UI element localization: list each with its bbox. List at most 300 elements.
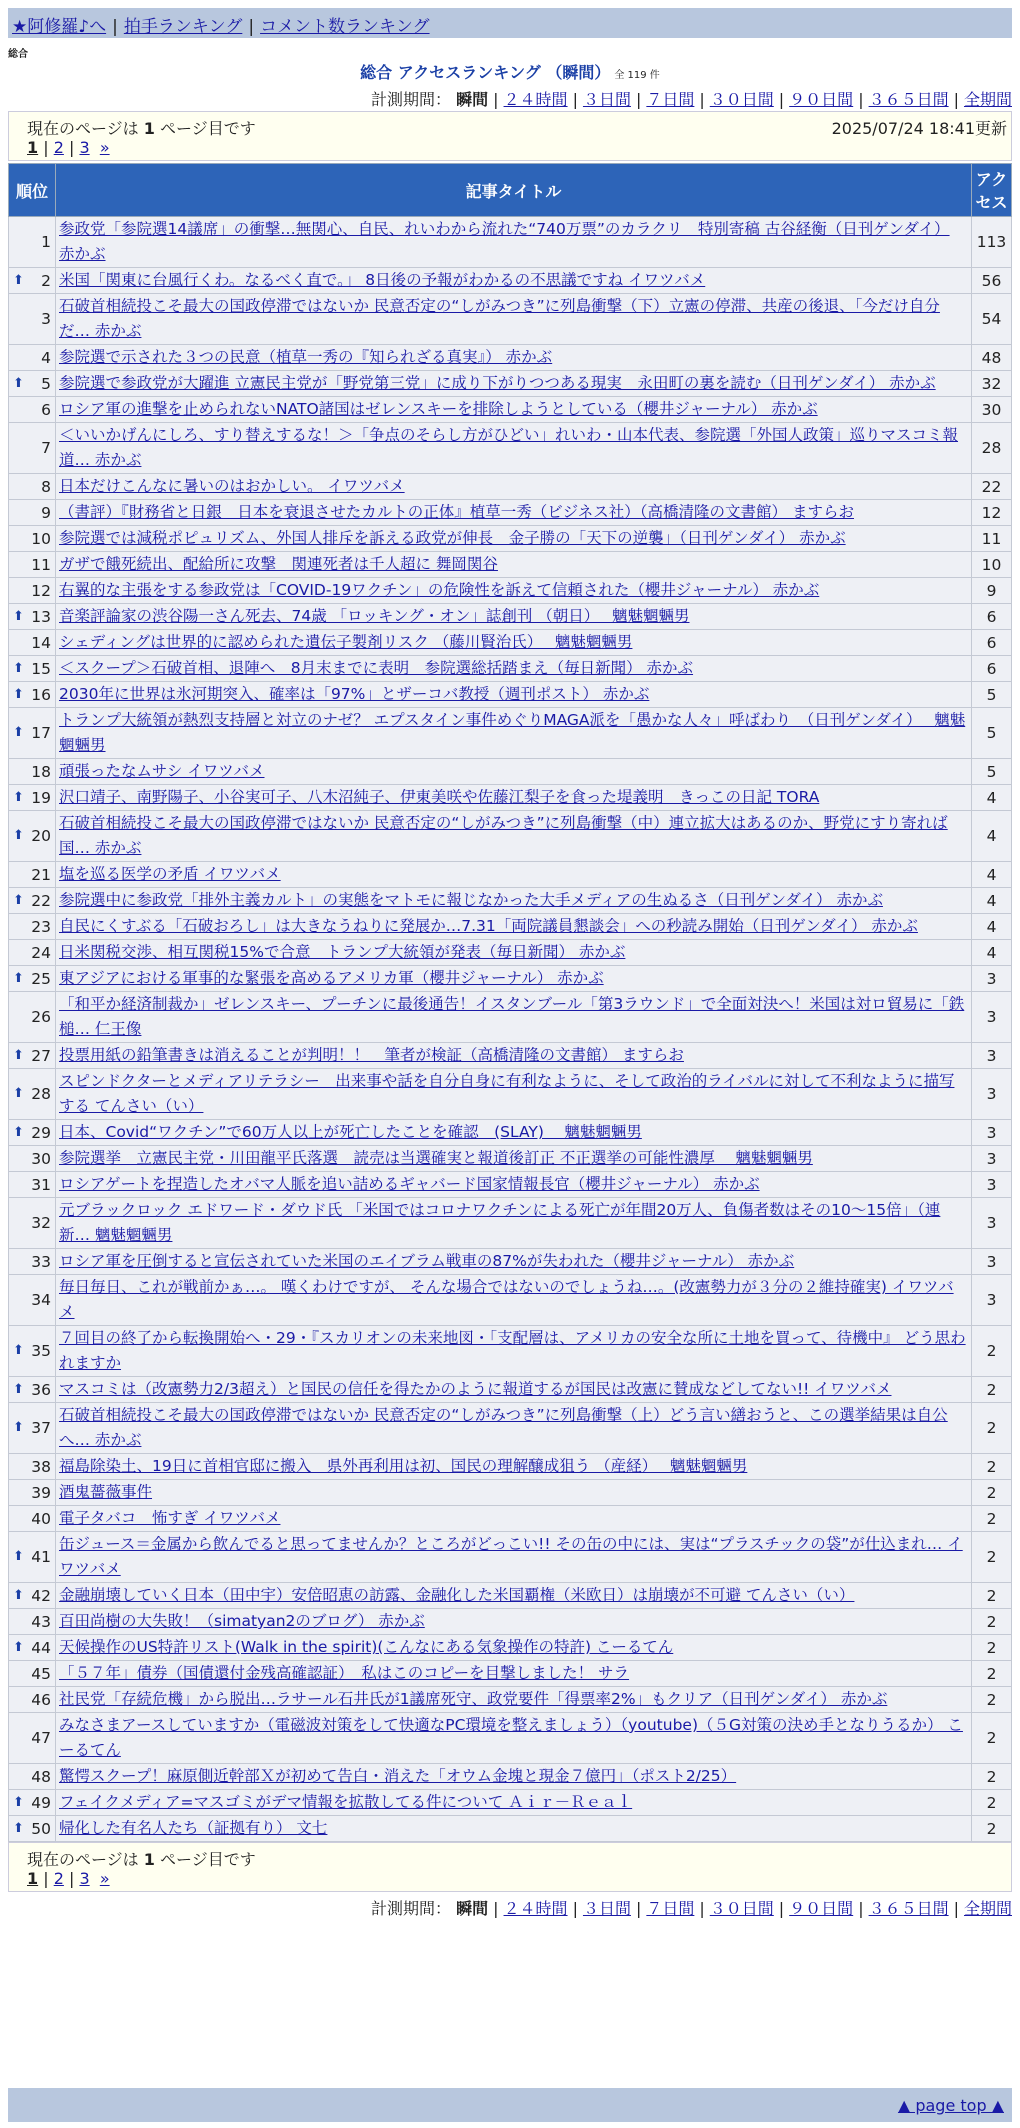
- article-title-link[interactable]: シェディングは世界的に認められた遺伝子製剤リスク （藤川賢治氏） 魑魅魍魎男: [59, 633, 633, 651]
- title-cell: [56, 914, 972, 940]
- title-cell: [56, 992, 972, 1043]
- title-cell: [56, 785, 972, 811]
- rank-up-arrow-icon: ⬆: [13, 1124, 24, 1140]
- rank-up-arrow-icon: ⬆: [13, 686, 24, 702]
- rank-up-arrow-icon: ⬆: [13, 1549, 24, 1564]
- article-title-link[interactable]: 日米関税交渉、相互関税15%で合意 トランプ大統領が発表（毎日新聞） 赤かぶ: [59, 943, 626, 961]
- article-title-link[interactable]: 驚愕スクープ！麻原側近幹部Ｘが初めて告白・消えた「オウム金塊と現金７億円」（ポスト2/25）: [59, 1767, 737, 1785]
- title-cell: [56, 682, 972, 708]
- access-count: 2: [972, 1661, 1012, 1687]
- article-title-link[interactable]: トランプ大統領が熱烈支持層と対立のナゼ？ エプスタイン事件めぐりMAGA派を「愚かな人々」呼ばわり （日刊ゲンダイ） 魑魅魍魎男: [59, 711, 966, 754]
- nav-separator: |: [248, 17, 255, 37]
- table-row: [9, 1661, 1012, 1687]
- rank-number: 24: [31, 943, 51, 962]
- table-row: [9, 708, 1012, 759]
- rank-number: 39: [31, 1483, 51, 1502]
- period-link-3d[interactable]: ３日間: [582, 90, 631, 109]
- access-count: 2: [972, 1609, 1012, 1635]
- rank-cell: [9, 682, 56, 708]
- title-cell: [56, 888, 972, 914]
- access-count: 3: [972, 966, 1012, 992]
- access-count: 54: [972, 294, 1012, 345]
- rank-cell: [9, 604, 56, 630]
- rank-number: 35: [31, 1342, 51, 1360]
- rank-number: 31: [31, 1175, 51, 1194]
- access-count: 28: [972, 423, 1012, 474]
- rank-up-arrow-icon: ⬆: [13, 1794, 24, 1810]
- rank-number: 19: [31, 788, 51, 807]
- table-row: [9, 500, 1012, 526]
- table-row: [9, 1609, 1012, 1635]
- next-page-link[interactable]: »: [99, 138, 110, 157]
- rank-number: 27: [31, 1046, 51, 1065]
- rank-cell: [9, 1661, 56, 1687]
- access-count: 4: [972, 940, 1012, 966]
- article-title-link[interactable]: （書評）『財務省と日銀 日本を衰退させたカルトの正体』植草一秀（ビジネス社）（高橋清隆の文書館） ますらお: [59, 503, 854, 521]
- article-title-link[interactable]: 毎日毎日、これが戦前かぁ…。 嘆くわけですが、 そんな場合ではないのでしょうね…。(改憲勢力が３分の２維持確実) イワツバメ: [59, 1278, 954, 1321]
- rank-number: 34: [31, 1291, 51, 1309]
- title-cell: [56, 1249, 972, 1275]
- table-row: [9, 656, 1012, 682]
- access-count: 3: [972, 992, 1012, 1043]
- rank-number: 2: [41, 271, 51, 290]
- rank-cell: [9, 1506, 56, 1532]
- title-cell: [56, 1198, 972, 1249]
- title-cell: [56, 1326, 972, 1377]
- comment-ranking-link[interactable]: コメント数ランキング: [260, 17, 430, 37]
- access-count: 2: [972, 1790, 1012, 1816]
- title-cell: [56, 1403, 972, 1454]
- rank-up-arrow-icon: ⬆: [13, 608, 24, 624]
- rank-cell: [9, 1764, 56, 1790]
- rank-number: 4: [41, 348, 51, 367]
- rank-cell: [9, 862, 56, 888]
- table-row: [9, 1790, 1012, 1816]
- rank-number: 32: [31, 1214, 51, 1232]
- rank-cell: [9, 526, 56, 552]
- footer-bar: [8, 2088, 1012, 2122]
- title-cell: [56, 1454, 972, 1480]
- page-2-link[interactable]: 2: [53, 138, 64, 157]
- table-row: [9, 940, 1012, 966]
- article-title-link[interactable]: 社民党「存続危機」から脱出…ラサール石井氏が1議席死守、政党要件「得票率2%」もクリア（日刊ゲンダイ） 赤かぶ: [59, 1690, 888, 1708]
- access-count: 32: [972, 371, 1012, 397]
- title-cell: [56, 1172, 972, 1198]
- article-title-link[interactable]: 電子タバコ 怖すぎ イワツバメ: [59, 1509, 281, 1527]
- page-1-current: 1: [27, 1869, 39, 1888]
- rank-cell: [9, 1275, 56, 1326]
- article-title-link[interactable]: 金融崩壊していく日本（田中宇）安倍昭恵の訪露、金融化した米国覇権（米欧日）は崩壊が不可避 てんさい（い）: [59, 1586, 855, 1604]
- rank-up-arrow-icon: ⬆: [13, 789, 24, 805]
- table-row: [9, 1713, 1012, 1764]
- table-row: [9, 371, 1012, 397]
- table-row: [9, 397, 1012, 423]
- table-row: [9, 1480, 1012, 1506]
- title-cell: [56, 371, 972, 397]
- article-title-link[interactable]: 音楽評論家の渋谷陽一さん死去、74歳 「ロッキング・オン」誌創刊 （朝日） 魑魅魍魎男: [59, 607, 690, 625]
- access-count: 3: [972, 1198, 1012, 1249]
- table-row: [9, 811, 1012, 862]
- rank-cell: [9, 1687, 56, 1713]
- article-title-link[interactable]: 福島除染土、19日に首相官邸に搬入 県外再利用は初、国民の理解醸成狙う （産経） 魑魅魍魎男: [59, 1457, 748, 1475]
- table-row: [9, 1687, 1012, 1713]
- rank-number: 37: [31, 1419, 51, 1437]
- clap-ranking-link[interactable]: 拍手ランキング: [123, 17, 243, 37]
- pager-bottom: [8, 1842, 1012, 1892]
- article-title-link[interactable]: 参院選中に参政党「排外主義カルト」の実態をマトモに報じなかった大手メディアの生ぬるさ（日刊ゲンダイ） 赤かぶ: [59, 891, 883, 909]
- rank-cell: [9, 966, 56, 992]
- total-count: 全 119 件: [614, 70, 660, 81]
- rank-cell: [9, 1069, 56, 1120]
- rank-cell: [9, 474, 56, 500]
- period-selector-bottom: 計測期間： 瞬間 | ２４時間 | ３日間 | ７日間 | ３０日間 | ９０日間 | ３６５日間 | 全期間: [371, 1899, 1012, 1918]
- access-count: 2: [972, 1532, 1012, 1583]
- rank-cell: [9, 940, 56, 966]
- access-count: 6: [972, 604, 1012, 630]
- rank-number: 41: [31, 1548, 51, 1566]
- period-link-3d[interactable]: ３日間: [582, 1899, 631, 1918]
- title-cell: [56, 966, 972, 992]
- rank-cell: [9, 371, 56, 397]
- article-title-link[interactable]: 参政党「参院選14議席」の衝撃…無関心、自民、れいわから流れた“740万票”のカラクリ 特別寄稿 古谷経衡（日刊ゲンダイ） 赤かぶ: [59, 220, 950, 263]
- table-row: [9, 992, 1012, 1043]
- rank-number: 46: [31, 1690, 51, 1709]
- rank-number: 50: [31, 1819, 51, 1838]
- table-row: [9, 682, 1012, 708]
- article-title-link[interactable]: 石破首相続投こそ最大の国政停滞ではないか 民意否定の“しがみつき”に列島衝撃（中）連立拡大はあるのか、野党にすり寄れば国… 赤かぶ: [59, 814, 948, 857]
- rank-number: 7: [41, 439, 51, 457]
- home-link[interactable]: ★阿修羅♪へ: [12, 17, 107, 37]
- access-count: 4: [972, 888, 1012, 914]
- access-count: 4: [972, 914, 1012, 940]
- article-title-link[interactable]: ７回目の終了から転換開始へ・29・『スカリオンの未来地図・「支配層は、アメリカの安全な所に土地を買って、待機中』 どう思われますか: [59, 1329, 966, 1372]
- table-row: [9, 888, 1012, 914]
- breadcrumb: 総合: [8, 49, 28, 60]
- rank-number: 15: [31, 659, 51, 678]
- title-cell: [56, 1275, 972, 1326]
- article-title-link[interactable]: 百田尚樹の大失敗！（simatyan2のブログ） 赤かぶ: [59, 1612, 425, 1630]
- article-title-link[interactable]: 日本だけこんなに暑いのはおかしい。 イワツバメ: [59, 477, 405, 495]
- title-cell: [56, 294, 972, 345]
- article-title-link[interactable]: ＜スクープ＞石破首相、退陣へ 8月末までに表明 参院選総括踏まえ（毎日新聞） 赤かぶ: [59, 659, 694, 677]
- title-cell: [56, 1583, 972, 1609]
- rank-number: 45: [31, 1664, 51, 1683]
- rank-number: 18: [31, 762, 51, 781]
- title-cell: [56, 1635, 972, 1661]
- table-row: [9, 604, 1012, 630]
- table-row: [9, 1275, 1012, 1326]
- rank-number: 40: [31, 1509, 51, 1528]
- table-row: [9, 526, 1012, 552]
- article-title-link[interactable]: 米国「関東に台風行くわ。なるべく直で。」 8日後の予報がわかるの不思議ですね イワツバメ: [59, 271, 706, 289]
- table-row: [9, 630, 1012, 656]
- article-title-link[interactable]: 右翼的な主張をする参政党は「COVID-19ワクチン」の危険性を訴えて信頼された（櫻井ジャーナル） 赤かぶ: [59, 581, 820, 599]
- title-cell: [56, 397, 972, 423]
- header-rank: 順位: [9, 164, 56, 217]
- article-title-link[interactable]: みなさまアースしていますか（電磁波対策をして快適なPC環境を整えましょう）（youtube)（５G対策の決め手となりうるか） こーるてん: [59, 1716, 963, 1759]
- access-count: 2: [972, 1713, 1012, 1764]
- updated-time: 2025/07/24 18:41更新: [831, 119, 1007, 138]
- access-count: 3: [972, 1069, 1012, 1120]
- article-title-link[interactable]: 「和平か経済制裁か」ゼレンスキー、プーチンに最後通告！イスタンブール「第3ラウンド」で全面対決へ！米国は対ロ貿易に「鉄槌… 仁王像: [59, 995, 965, 1038]
- table-row: [9, 1816, 1012, 1842]
- top-nav-bar: [8, 8, 1012, 38]
- table-row: [9, 1120, 1012, 1146]
- rank-cell: [9, 1816, 56, 1842]
- rank-cell: [9, 552, 56, 578]
- rank-number: 29: [31, 1123, 51, 1142]
- access-count: 22: [972, 474, 1012, 500]
- rank-number: 14: [31, 633, 51, 652]
- rank-number: 43: [31, 1612, 51, 1631]
- period-link-90d[interactable]: ９０日間: [789, 1899, 854, 1918]
- article-title-link[interactable]: 投票用紙の鉛筆書きは消えることが判明！！ 筆者が検証（高橋清隆の文書館） ますらお: [59, 1046, 684, 1064]
- table-row: [9, 1249, 1012, 1275]
- rank-cell: [9, 1377, 56, 1403]
- table-row: [9, 785, 1012, 811]
- page-3-link[interactable]: 3: [79, 1869, 90, 1888]
- access-count: 10: [972, 552, 1012, 578]
- access-count: 2: [972, 1377, 1012, 1403]
- rank-cell: [9, 1532, 56, 1583]
- period-current: 瞬間: [456, 90, 489, 109]
- article-title-link[interactable]: 帰化した有名人たち（証拠有り） 文七: [59, 1819, 328, 1837]
- period-link-90d[interactable]: ９０日間: [789, 90, 854, 109]
- article-title-link[interactable]: ガザで餓死続出、配給所に攻撃 関連死者は千人超に 舞岡関谷: [59, 555, 498, 573]
- period-link-365d[interactable]: ３６５日間: [868, 90, 949, 109]
- access-count: 11: [972, 526, 1012, 552]
- access-count: 2: [972, 1583, 1012, 1609]
- article-title-link[interactable]: 2030年に世界は氷河期突入、確率は「97%」とザーコバ教授（週刊ポスト） 赤かぶ: [59, 685, 650, 703]
- table-row: [9, 759, 1012, 785]
- rank-number: 49: [31, 1793, 51, 1812]
- article-title-link[interactable]: 石破首相続投こそ最大の国政停滞ではないか 民意否定の“しがみつき”に列島衝撃（下）立憲の停滞、共産の後退、「今だけ自分だ… 赤かぶ: [59, 297, 940, 340]
- article-title-link[interactable]: 天候操作のUS特許リスト(Walk in the spirit)(こんなにある気象操作の特許) こーるてん: [59, 1638, 674, 1656]
- article-title-link[interactable]: スピンドクターとメディアリテラシー 出来事や話を自分自身に有利なように、そして政治的ライバルに対して不利なように描写する てんさい（い）: [59, 1072, 955, 1115]
- access-count: 2: [972, 1326, 1012, 1377]
- page-2-link[interactable]: 2: [53, 1869, 64, 1888]
- header-access: アクセス: [972, 164, 1012, 217]
- article-title-link[interactable]: 参院選では減税ポピュリズム、外国人排斥を訴える政党が伸長 金子勝の「天下の逆襲」（日刊ゲンダイ） 赤かぶ: [59, 529, 846, 547]
- access-count: 5: [972, 708, 1012, 759]
- period-link-all[interactable]: 全期間: [963, 1899, 1012, 1918]
- rank-number: 8: [41, 477, 51, 496]
- access-count: 56: [972, 268, 1012, 294]
- rank-number: 44: [31, 1638, 51, 1657]
- rank-cell: [9, 1172, 56, 1198]
- article-title-link[interactable]: フェイクメディア=マスゴミがデマ情報を拡散してる件について Ａｉｒ－Ｒｅａｌ: [59, 1793, 633, 1811]
- article-title-link[interactable]: 塩を巡る医学の矛盾 イワツバメ: [59, 865, 281, 883]
- title-cell: [56, 1506, 972, 1532]
- page-1-current: 1: [27, 138, 39, 157]
- rank-number: 30: [31, 1149, 51, 1168]
- access-count: 2: [972, 1816, 1012, 1842]
- article-title-link[interactable]: 東アジアにおける軍事的な緊張を高めるアメリカ軍（櫻井ジャーナル） 赤かぶ: [59, 969, 604, 987]
- access-count: 4: [972, 862, 1012, 888]
- article-title-link[interactable]: 缶ジュース＝金属から飲んでると思ってませんか？ところがどっこい!! その缶の中には、実は“プラスチックの袋”が仕込まれ… イワツバメ: [59, 1535, 963, 1578]
- title-cell: [56, 552, 972, 578]
- rank-cell: [9, 1403, 56, 1454]
- rank-cell: [9, 785, 56, 811]
- rank-number: 10: [31, 529, 51, 548]
- title-cell: [56, 578, 972, 604]
- article-title-link[interactable]: マスコミは（改憲勢力2/3超え）と国民の信任を得たかのように報道するが国民は改憲に賛成などしてない!! イワツバメ: [59, 1380, 892, 1398]
- title-cell: [56, 759, 972, 785]
- next-page-link[interactable]: »: [99, 1869, 110, 1888]
- rank-cell: [9, 656, 56, 682]
- table-row: [9, 1377, 1012, 1403]
- rank-number: 17: [31, 724, 51, 742]
- article-title-link[interactable]: ＜いいかげんにしろ、すり替えするな！＞「争点のそらし方がひどい」れいわ・山本代表、参院選「外国人政策」巡りマスコミ報道… 赤かぶ: [59, 426, 959, 469]
- access-count: 2: [972, 1506, 1012, 1532]
- table-row: [9, 1635, 1012, 1661]
- rank-number: 47: [31, 1729, 51, 1747]
- period-link-7d[interactable]: ７日間: [646, 90, 695, 109]
- rank-number: 16: [31, 685, 51, 704]
- access-count: 6: [972, 630, 1012, 656]
- page-top-link[interactable]: ▲ page top ▲: [897, 2096, 1004, 2115]
- article-title-link[interactable]: 沢口靖子、南野陽子、小谷実可子、八木沼純子、伊東美咲や佐藤江梨子を食った堤義明 きっこの日記 TORA: [59, 788, 820, 806]
- rank-cell: [9, 759, 56, 785]
- rank-cell: [9, 888, 56, 914]
- rank-up-arrow-icon: ⬆: [13, 1086, 24, 1101]
- title-cell: [56, 423, 972, 474]
- article-title-link[interactable]: 「５７年」債券（国債還付金残高確認証） 私はこのコピーを目撃しました！ サラ: [59, 1664, 630, 1682]
- page-title-text: 総合 アクセスランキング （瞬間）: [360, 63, 611, 82]
- rank-cell: [9, 1120, 56, 1146]
- rank-up-arrow-icon: ⬆: [13, 660, 24, 676]
- article-title-link[interactable]: 頑張ったなムサシ イワツバメ: [59, 762, 265, 780]
- pagination: 1 | 2 | 3 »: [27, 138, 110, 157]
- rank-number: 48: [31, 1767, 51, 1786]
- rank-cell: [9, 345, 56, 371]
- article-title-link[interactable]: 石破首相続投こそ最大の国政停滞ではないか 民意否定の“しがみつき”に列島衝撃（上）どう言い繕おうと、この選挙結果は自公へ… 赤かぶ: [59, 1406, 948, 1449]
- title-cell: [56, 1687, 972, 1713]
- title-cell: [56, 1816, 972, 1842]
- title-cell: [56, 1661, 972, 1687]
- pager-status-bottom: 現在のページは 1 ページ目です: [27, 1850, 256, 1869]
- rank-cell: [9, 992, 56, 1043]
- period-link-24h[interactable]: ２４時間: [503, 1899, 568, 1918]
- page-3-link[interactable]: 3: [79, 138, 90, 157]
- rank-cell: [9, 708, 56, 759]
- rank-number: 28: [31, 1085, 51, 1103]
- ranking-table: [8, 163, 1012, 1842]
- table-row: [9, 1454, 1012, 1480]
- access-count: 12: [972, 500, 1012, 526]
- rank-up-arrow-icon: ⬆: [13, 970, 24, 986]
- rank-cell: [9, 1583, 56, 1609]
- access-count: 3: [972, 1275, 1012, 1326]
- rank-number: 11: [31, 555, 51, 574]
- rank-up-arrow-icon: ⬆: [13, 1639, 24, 1655]
- period-link-24h[interactable]: ２４時間: [503, 90, 568, 109]
- rank-cell: [9, 423, 56, 474]
- rank-up-arrow-icon: ⬆: [13, 1420, 24, 1435]
- article-title-link[interactable]: 日本、Covid“ワクチン”で60万人以上が死亡したことを確認 (SLAY) 魑魅魍魎男: [59, 1123, 642, 1141]
- rank-up-arrow-icon: ⬆: [13, 892, 24, 908]
- rank-cell: [9, 397, 56, 423]
- title-cell: [56, 1532, 972, 1583]
- rank-number: 23: [31, 917, 51, 936]
- period-link-all[interactable]: 全期間: [963, 90, 1012, 109]
- title-cell: [56, 1069, 972, 1120]
- rank-number: 25: [31, 969, 51, 988]
- access-count: 3: [972, 1172, 1012, 1198]
- title-cell: [56, 1609, 972, 1635]
- article-title-link[interactable]: ロシア軍の進撃を止められないNATO諸国はゼレンスキーを排除しようとしている（櫻井ジャーナル） 赤かぶ: [59, 400, 818, 418]
- rank-cell: [9, 1146, 56, 1172]
- access-count: 3: [972, 1249, 1012, 1275]
- article-title-link[interactable]: ロシアゲートを捏造したオバマ人脈を追い詰めるギャバード国家情報長官（櫻井ジャーナル） 赤かぶ: [59, 1175, 760, 1193]
- table-row: [9, 1172, 1012, 1198]
- access-count: 2: [972, 1764, 1012, 1790]
- article-title-link[interactable]: 自民にくすぶる「石破おろし」は大きなうねりに発展か…7.31「両院議員懇談会」への秒読み開始（日刊ゲンダイ） 赤かぶ: [59, 917, 918, 935]
- pagination-bottom: 1 | 2 | 3 »: [27, 1869, 110, 1888]
- title-cell: [56, 1480, 972, 1506]
- article-title-link[interactable]: 参院選で示された３つの民意（植草一秀の『知られざる真実』） 赤かぶ: [59, 348, 553, 366]
- table-row: [9, 966, 1012, 992]
- title-cell: [56, 526, 972, 552]
- access-count: 3: [972, 1146, 1012, 1172]
- title-cell: [56, 1120, 972, 1146]
- access-count: 6: [972, 656, 1012, 682]
- article-title-link[interactable]: 酒鬼薔薇事件: [59, 1483, 153, 1501]
- rank-cell: [9, 217, 56, 268]
- rank-cell: [9, 1713, 56, 1764]
- period-link-365d[interactable]: ３６５日間: [868, 1899, 949, 1918]
- rank-cell: [9, 1198, 56, 1249]
- period-label: 計測期間：: [371, 90, 452, 109]
- article-title-link[interactable]: 参院選挙 立憲民主党・川田龍平氏落選 読売は当選確実と報道後訂正 不正選挙の可能性濃厚 魑魅魍魎男: [59, 1149, 813, 1167]
- page-title: [0, 60, 1020, 83]
- rank-up-arrow-icon: ⬆: [13, 1820, 24, 1836]
- access-count: 113: [972, 217, 1012, 268]
- article-title-link[interactable]: 元ブラックロック エドワード・ダウド氏 「米国ではコロナワクチンによる死亡が年間20万人、負傷者数はその10～15倍」（連新… 魑魅魍魎男: [59, 1201, 941, 1244]
- title-cell: [56, 1764, 972, 1790]
- table-row: [9, 217, 1012, 268]
- title-cell: [56, 940, 972, 966]
- article-title-link[interactable]: 参院選で参政党が大躍進 立憲民主党が「野党第三党」に成り下がりつつある現実 永田町の裏を読む（日刊ゲンダイ） 赤かぶ: [59, 374, 936, 392]
- table-row: [9, 1146, 1012, 1172]
- period-link-7d[interactable]: ７日間: [646, 1899, 695, 1918]
- rank-cell: [9, 811, 56, 862]
- rank-number: 9: [41, 503, 51, 522]
- table-row: [9, 914, 1012, 940]
- rank-up-arrow-icon: ⬆: [13, 375, 24, 391]
- article-title-link[interactable]: ロシア軍を圧倒すると宣伝されていた米国のエイブラム戦車の87%が失われた（櫻井ジャーナル） 赤かぶ: [59, 1252, 795, 1270]
- pager-top: [8, 111, 1012, 161]
- rank-number: 33: [31, 1252, 51, 1271]
- title-cell: [56, 862, 972, 888]
- period-link-30d[interactable]: ３０日間: [709, 1899, 774, 1918]
- rank-cell: [9, 1043, 56, 1069]
- period-link-30d[interactable]: ３０日間: [709, 90, 774, 109]
- table-row: [9, 345, 1012, 371]
- title-cell: [56, 1790, 972, 1816]
- table-row: [9, 862, 1012, 888]
- title-cell: [56, 345, 972, 371]
- rank-number: 26: [31, 1008, 51, 1026]
- title-cell: [56, 1043, 972, 1069]
- rank-cell: [9, 1454, 56, 1480]
- rank-cell: [9, 914, 56, 940]
- rank-number: 5: [41, 374, 51, 393]
- rank-up-arrow-icon: ⬆: [13, 272, 24, 288]
- rank-up-arrow-icon: ⬆: [13, 1587, 24, 1603]
- title-cell: [56, 630, 972, 656]
- table-row: [9, 268, 1012, 294]
